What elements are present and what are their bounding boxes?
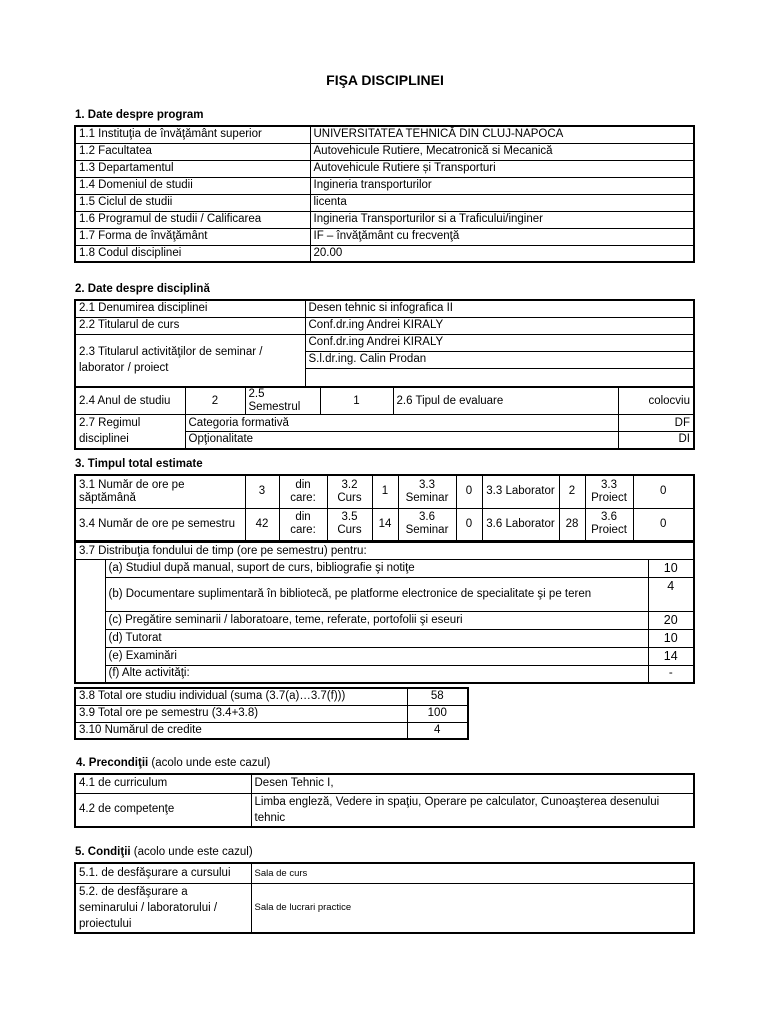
- time-distribution-table: [74, 542, 695, 684]
- course-label: 3.2 Curs: [327, 475, 372, 508]
- seminar-holder-value: [305, 368, 694, 387]
- course-label: 3.5 Curs: [327, 508, 372, 541]
- seminar-hours: 0: [456, 475, 482, 508]
- program-label: 1.3 Departamentul: [75, 160, 310, 177]
- time-table-hours: [74, 474, 695, 542]
- program-value: 20.00: [310, 245, 694, 262]
- condition-label: 5.2. de desfăşurare a seminarului / laboratorului / proiectului: [75, 883, 251, 933]
- lab-label: 3.6 Laborator: [482, 508, 559, 541]
- section-4-heading-rest: (acolo unde este cazul): [148, 757, 271, 769]
- discipline-table-b: [74, 386, 695, 450]
- program-label: 1.7 Forma de învăţământ: [75, 228, 310, 245]
- distribution-item: (a) Studiul după manual, suport de curs, bibliografie şi notiţe: [105, 560, 648, 578]
- preconditions-table: [74, 773, 695, 828]
- program-value: Ingineria transporturilor: [310, 177, 694, 194]
- hours-semester-label: 3.4 Număr de ore pe semestru: [75, 508, 245, 541]
- total-value: 4: [407, 722, 468, 739]
- evaluation-value: colocviu: [618, 387, 694, 415]
- year-label: 2.4 Anul de studiu: [75, 387, 185, 415]
- section-3-heading: 3. Timpul total estimate: [75, 458, 203, 470]
- condition-value: Sala de lucrari practice: [251, 883, 694, 933]
- program-label: 1.5 Ciclul de studii: [75, 194, 310, 211]
- precondition-value: Limba engleză, Vedere in spaţiu, Operare pe calculator, Cunoaşterea desenului tehnic: [251, 793, 694, 827]
- program-value: UNIVERSITATEA TEHNICĂ DIN CLUJ-NAPOCA: [310, 126, 694, 143]
- program-label: 1.2 Facultatea: [75, 143, 310, 160]
- seminar-holder-value: S.l.dr.ing. Calin Prodan: [305, 351, 694, 368]
- project-hours: 0: [633, 508, 694, 541]
- total-label: 3.10 Numărul de credite: [75, 722, 407, 739]
- regime-label: 2.7 Regimul disciplinei: [75, 415, 185, 449]
- discipline-name-value: Desen tehnic si infografica II: [305, 300, 694, 317]
- precondition-label: 4.2 de competenţe: [75, 793, 251, 827]
- program-label: 1.1 Instituţia de învăţământ superior: [75, 126, 310, 143]
- conditions-table: [74, 862, 695, 934]
- project-label: 3.6 Proiect: [585, 508, 633, 541]
- section-5-heading-rest: (acolo unde este cazul): [130, 846, 253, 858]
- distribution-hours: 10: [648, 630, 694, 648]
- total-value: 100: [407, 705, 468, 722]
- program-label: 1.6 Programul de studii / Calificarea: [75, 211, 310, 228]
- condition-value: Sala de curs: [251, 863, 694, 883]
- precondition-label: 4.1 de curriculum: [75, 774, 251, 793]
- distribution-hours: 4: [648, 578, 694, 612]
- optionality-value: DI: [618, 432, 694, 449]
- distribution-heading: 3.7 Distribuţia fondului de timp (ore pe semestru) pentru:: [75, 543, 694, 560]
- category-label: Categoria formativă: [185, 415, 618, 432]
- distribution-item: (c) Pregătire seminarii / laboratoare, teme, referate, portofolii şi eseuri: [105, 612, 648, 630]
- seminar-label: 3.6 Seminar: [398, 508, 456, 541]
- project-label: 3.3 Proiect: [585, 475, 633, 508]
- section-1-heading: 1. Date despre program: [75, 109, 204, 121]
- program-table: [74, 125, 695, 263]
- page-title: FIŞA DISCIPLINEI: [326, 72, 444, 88]
- seminar-holder-label: 2.3 Titularul activităţilor de seminar / laborator / proiect: [75, 334, 305, 387]
- distribution-item: (d) Tutorat: [105, 630, 648, 648]
- distribution-hours: 20: [648, 612, 694, 630]
- distribution-item: (b) Documentare suplimentară în bibliotecă, pe platforme electronice de specialitate şi pe teren: [105, 578, 648, 612]
- course-hours: 1: [372, 475, 398, 508]
- hours-semester-total: 42: [245, 508, 279, 541]
- semester-value: 1: [320, 387, 393, 415]
- condition-label: 5.1. de desfăşurare a cursului: [75, 863, 251, 883]
- hours-week-total: 3: [245, 475, 279, 508]
- hours-week-label: 3.1 Număr de ore pe săptămână: [75, 475, 245, 508]
- section-4-heading: [76, 757, 270, 769]
- section-4-heading-bold: 4. Precondiţii: [76, 757, 149, 769]
- distribution-hours: -: [648, 666, 694, 683]
- program-value: Autovehicule Rutiere, Mecatronică si Mecanică: [310, 143, 694, 160]
- year-value: 2: [185, 387, 245, 415]
- section-2-heading: 2. Date despre disciplină: [75, 283, 210, 295]
- course-holder-value: Conf.dr.ing Andrei KIRALY: [305, 317, 694, 334]
- program-value: Ingineria Transporturilor si a Traficului/inginer: [310, 211, 694, 228]
- distribution-item: (f) Alte activităţi:: [105, 666, 648, 683]
- semester-label: 2.5 Semestrul: [245, 387, 320, 415]
- program-label: 1.8 Codul disciplinei: [75, 245, 310, 262]
- course-holder-label: 2.2 Titularul de curs: [75, 317, 305, 334]
- total-value: 58: [407, 688, 468, 705]
- lab-hours: 28: [559, 508, 585, 541]
- distribution-hours: 14: [648, 648, 694, 666]
- program-label: 1.4 Domeniul de studii: [75, 177, 310, 194]
- discipline-name-label: 2.1 Denumirea disciplinei: [75, 300, 305, 317]
- distribution-item: (e) Examinări: [105, 648, 648, 666]
- seminar-hours: 0: [456, 508, 482, 541]
- optionality-label: Opţionalitate: [185, 432, 618, 449]
- distribution-hours: 10: [648, 560, 694, 578]
- section-5-heading-bold: 5. Condiţii: [75, 846, 131, 858]
- time-totals-table: [74, 687, 469, 740]
- project-hours: 0: [633, 475, 694, 508]
- program-value: licenta: [310, 194, 694, 211]
- total-label: 3.9 Total ore pe semestru (3.4+3.8): [75, 705, 407, 722]
- lab-hours: 2: [559, 475, 585, 508]
- section-5-heading: [75, 846, 253, 858]
- seminar-holder-value: Conf.dr.ing Andrei KIRALY: [305, 334, 694, 351]
- of-which-label: din care:: [279, 475, 327, 508]
- total-label: 3.8 Total ore studiu individual (suma (3.7(a)…3.7(f))): [75, 688, 407, 705]
- category-value: DF: [618, 415, 694, 432]
- program-value: IF – învăţământ cu frecvenţă: [310, 228, 694, 245]
- lab-label: 3.3 Laborator: [482, 475, 559, 508]
- program-value: Autovehicule Rutiere și Transporturi: [310, 160, 694, 177]
- of-which-label: din care:: [279, 508, 327, 541]
- discipline-table-a: [74, 299, 695, 388]
- evaluation-label: 2.6 Tipul de evaluare: [393, 387, 618, 415]
- precondition-value: Desen Tehnic I,: [251, 774, 694, 793]
- course-hours: 14: [372, 508, 398, 541]
- seminar-label: 3.3 Seminar: [398, 475, 456, 508]
